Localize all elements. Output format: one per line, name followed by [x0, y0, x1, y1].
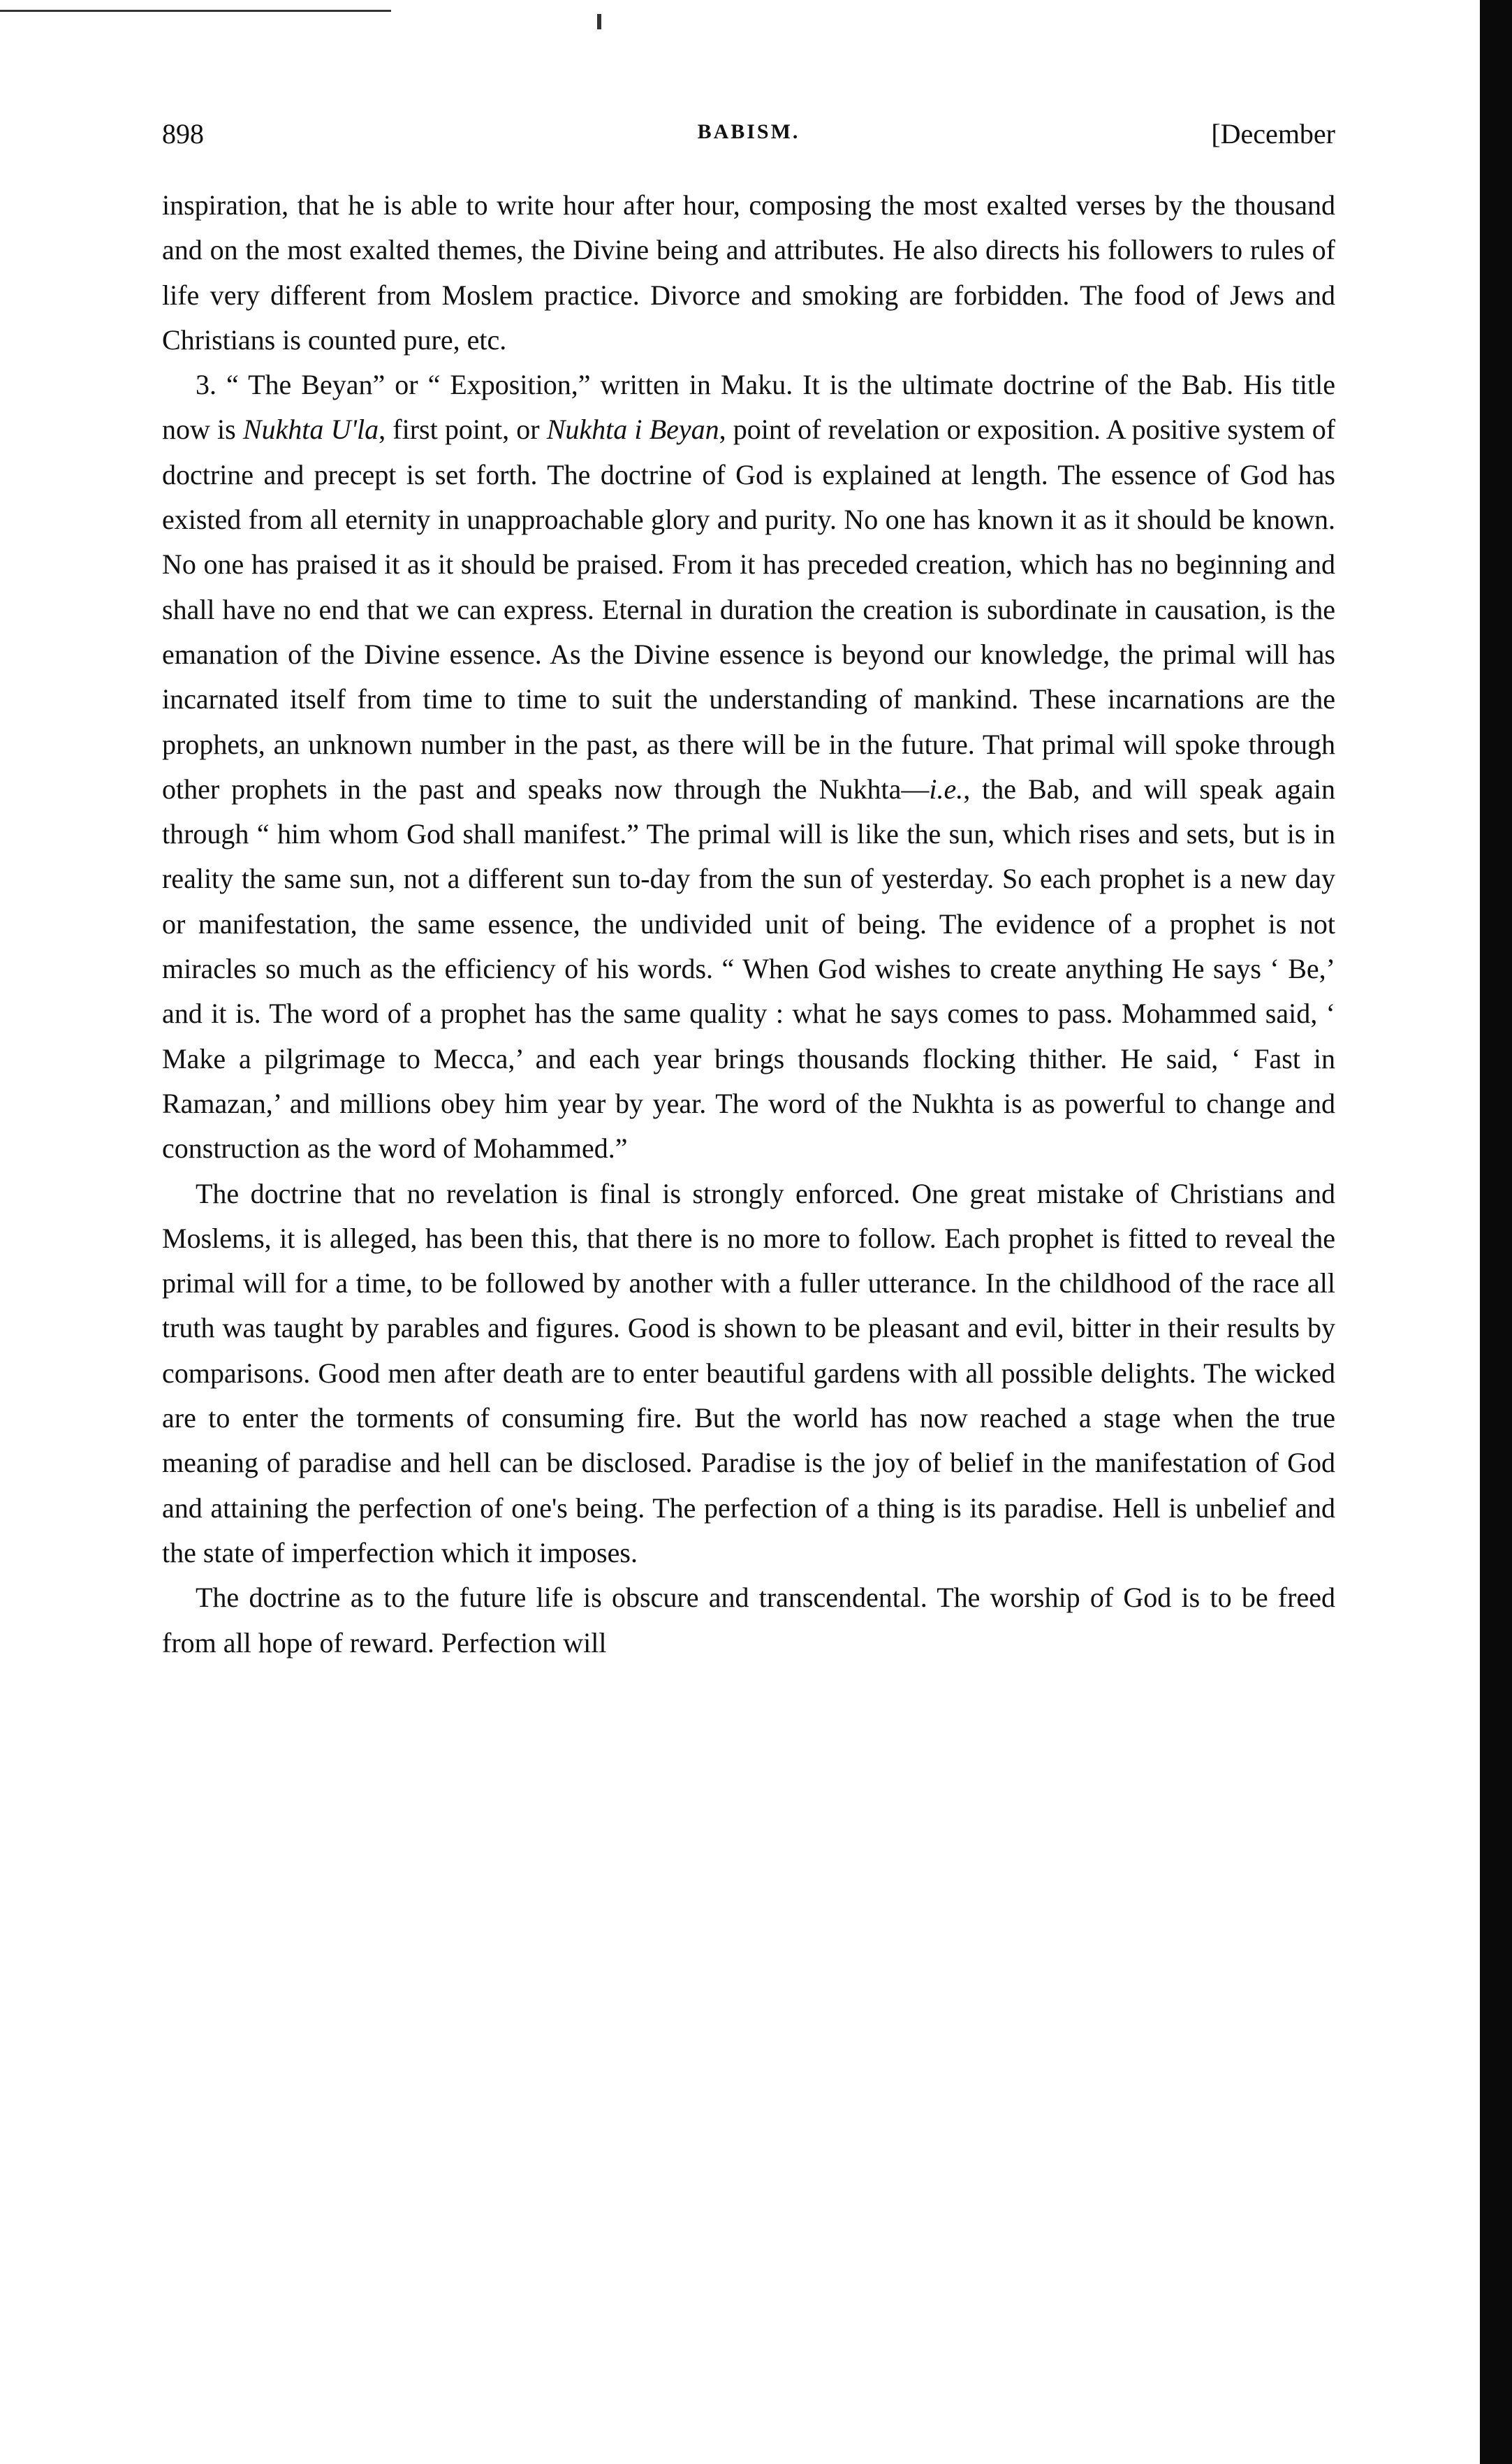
scan-mark [597, 14, 601, 29]
paragraph-beyan [162, 363, 1335, 1171]
book-page [162, 105, 1335, 1665]
paragraph-future-life: The doctrine as to the future life is obscure and transcendental. The worship of God is to be freed from all hope of reward. Perfection will [162, 1582, 1335, 1659]
paragraph-revelation: The doctrine that no revelation is final is strongly enforced. One great mistake of Christians and Moslems, it is alleged, has been this, that there is no more to follow. Each prophet is fitted to reveal the primal will for a time, to be followed by another with a fuller utterance. In the childhood of the race all truth was taught by parables and figures. Good is shown to be pleasant and evil, bitter in their results by comparisons. Good men after death are to enter beautiful gardens with all possible delights. The wicked are to enter the torments of consuming fire. But the world has now reached a stage when the true meaning of paradise and hell can be disclosed. Paradise is the joy of belief in the manifestation of God and attaining the perfection of one's being. The perfection of a thing is its paradise. Hell is unbelief and the state of imperfection which it imposes. [162, 1177, 1335, 1568]
running-head [162, 105, 1335, 155]
scan-top-rule [0, 10, 391, 12]
beyan-text-c: , first point, or [379, 414, 547, 446]
abbr-ie: i.e. [929, 773, 964, 805]
beyan-text-e: , point of revelation or exposition. A positive system of doctrine and precept is set forth. The doctrine of God is explained at length. The essence of God has existed from all eternity in unapproachable glory and purity. No one has known it as it should be known. No one has praised it as it should be praised. From it has preceded creation, which has no beginning and shall have no end that we can express. Eternal in duration the creation is subordinate in causation, is the emanation of the Divine essence. As the Divine essence is beyond our knowledge, the primal will has incarnated itself from time to time to suit the understanding of mankind. These incarnations are the prophets, an unknown number in the past, as there will be in the future. That primal will spoke through other prophets in the past and speaks now through the Nukhta— [162, 414, 1336, 805]
page-body [162, 183, 1335, 1665]
paragraph-inspiration: inspiration, that he is able to write hour after hour, composing the most exalted verses by the thousand and on the most exalted themes, the Divine being and attributes. He also directs his followers to rules of life very different from Moslem practice. Divorce and smoking are forbidden. The food of Jews and Christians is counted pure, etc. [162, 189, 1335, 356]
beyan-text-a: 3. “ The Beyan” or “ Exposition,” written in Maku. It is the ultimate doctrine of the Bab. His title now is [162, 369, 1335, 446]
term-nukhta-i-beyan: Nukhta i Beyan [546, 414, 719, 446]
term-nukhta-ula: Nukhta U'la [242, 414, 379, 446]
page-number: 898 [162, 118, 204, 150]
beyan-text-g: , the Bab, and will speak again through “ him whom God shall manifest.” The primal will is like the sun, which rises and sets, but is in reality the same sun, not a different sun to-day from the sun of yesterday. So each prophet is a new day or manifestation, the same essence, the undivided unit of being. The evidence of a prophet is not miracles so much as the efficiency of his words. “ When God wishes to create anything He says ‘ Be,’ and it is. The word of a prophet has the same quality : what he says comes to pass. Mohammed said, ‘ Make a pilgrimage to Mecca,’ and each year brings thousands flocking thither. He said, ‘ Fast in Ramazan,’ and millions obey him year by year. The word of the Nukhta is as powerful to change and construction as the word of Mohammed.” [162, 773, 1335, 1165]
scan-edge-bar [1480, 0, 1512, 2464]
running-title: BABISM. [697, 120, 800, 143]
running-date: [December [1211, 118, 1335, 150]
